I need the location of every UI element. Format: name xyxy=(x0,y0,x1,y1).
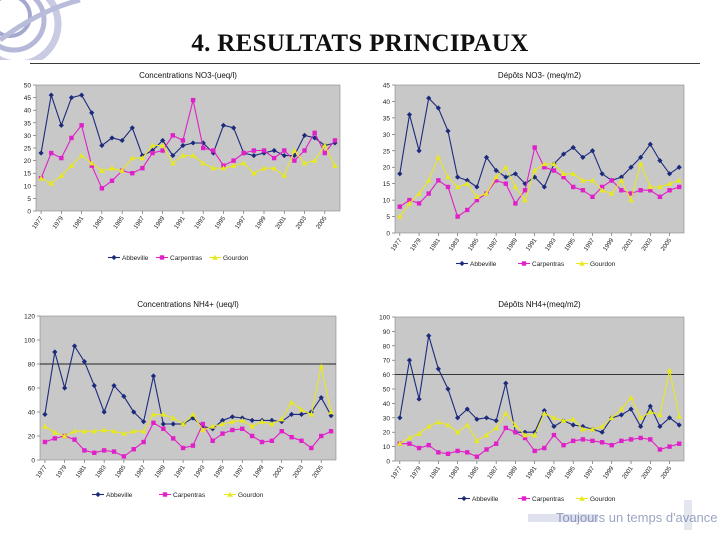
data-point-carpentras xyxy=(319,434,323,438)
x-tick-label: 2003 xyxy=(291,464,306,480)
chart-no3-deposits xyxy=(360,66,702,284)
x-tick-label: 1977 xyxy=(31,215,45,231)
data-point-carpentras xyxy=(242,151,246,155)
y-tick-label: 20 xyxy=(27,433,35,441)
data-point-carpentras xyxy=(590,439,594,443)
x-tick-label: 2003 xyxy=(640,237,654,253)
data-point-carpentras xyxy=(260,440,264,444)
data-point-carpentras xyxy=(677,442,681,446)
data-point-carpentras xyxy=(240,427,244,431)
x-tick-label: 1983 xyxy=(447,237,462,253)
data-point-carpentras xyxy=(323,151,327,155)
data-point-carpentras xyxy=(110,179,114,183)
x-tick-label: 2005 xyxy=(659,237,674,253)
data-point-carpentras xyxy=(100,186,104,190)
data-point-carpentras xyxy=(181,446,185,450)
y-tick-label: 25 xyxy=(382,148,390,156)
x-tick-label: 1987 xyxy=(486,465,500,481)
x-tick-label: 1985 xyxy=(466,465,481,481)
x-tick-label: 1993 xyxy=(543,465,558,481)
legend-marker xyxy=(163,492,167,496)
data-point-carpentras xyxy=(69,136,73,140)
data-point-carpentras xyxy=(272,156,276,160)
x-tick-label: 1993 xyxy=(543,237,558,253)
data-point-carpentras xyxy=(532,145,536,149)
x-tick-label: 1985 xyxy=(112,215,126,231)
data-point-carpentras xyxy=(610,178,614,182)
data-point-carpentras xyxy=(122,454,126,458)
data-point-carpentras xyxy=(532,449,536,453)
data-point-carpentras xyxy=(292,158,296,162)
data-point-carpentras xyxy=(150,151,154,155)
data-point-carpentras xyxy=(132,447,136,451)
data-point-carpentras xyxy=(427,191,431,195)
y-tick-label: 35 xyxy=(382,115,390,123)
data-point-carpentras xyxy=(436,178,440,182)
x-tick-label: 1999 xyxy=(601,465,616,481)
x-tick-label: 1979 xyxy=(51,215,65,231)
y-tick-label: 50 xyxy=(23,82,31,90)
data-point-carpentras xyxy=(446,185,450,189)
data-point-carpentras xyxy=(231,158,235,162)
data-point-carpentras xyxy=(407,442,411,446)
y-tick-label: 100 xyxy=(24,337,35,345)
chart-no3-concentrations xyxy=(10,66,355,284)
y-tick-label: 0 xyxy=(386,230,390,238)
x-tick-label: 1983 xyxy=(94,464,108,480)
data-point-carpentras xyxy=(262,148,266,152)
chart-nh4-deposits xyxy=(360,293,702,515)
y-tick-label: 90 xyxy=(382,328,390,336)
data-point-carpentras xyxy=(171,133,175,137)
legend-label: Carpentras xyxy=(173,492,206,499)
legend-label: Gourdon xyxy=(590,496,616,503)
legend-label: Carpentras xyxy=(532,261,565,268)
data-point-carpentras xyxy=(677,185,681,189)
page-title: 4. RESULTATS PRINCIPAUX xyxy=(191,30,529,57)
x-tick-label: 1985 xyxy=(466,237,481,253)
y-tick-label: 0 xyxy=(27,208,31,216)
data-point-carpentras xyxy=(465,208,469,212)
data-point-carpentras xyxy=(658,195,662,199)
y-tick-label: 60 xyxy=(27,385,35,393)
data-point-carpentras xyxy=(446,452,450,456)
data-point-carpentras xyxy=(455,214,459,218)
x-tick-label: 1999 xyxy=(601,237,616,253)
x-tick-label: 2003 xyxy=(640,465,654,481)
data-point-carpentras xyxy=(571,185,575,189)
legend-marker xyxy=(160,255,164,259)
legend-marker xyxy=(522,261,526,265)
x-tick-label: 1999 xyxy=(252,464,266,480)
y-tick-label: 50 xyxy=(382,386,390,394)
x-tick-label: 1995 xyxy=(563,465,577,481)
x-tick-label: 1997 xyxy=(582,465,597,481)
data-point-carpentras xyxy=(201,146,205,150)
x-tick-label: 1977 xyxy=(389,237,404,253)
y-tick-label: 40 xyxy=(23,107,31,115)
legend-label: Abbeville xyxy=(470,261,497,268)
data-point-carpentras xyxy=(552,168,556,172)
x-tick-label: 1983 xyxy=(447,465,462,481)
chart-nh4-concentrations xyxy=(10,293,355,515)
y-tick-label: 45 xyxy=(23,95,31,103)
data-point-carpentras xyxy=(280,429,284,433)
y-tick-label: 40 xyxy=(382,400,390,408)
x-tick-label: 1987 xyxy=(132,215,147,231)
y-tick-label: 30 xyxy=(382,415,390,423)
y-tick-label: 0 xyxy=(386,458,390,466)
x-tick-label: 2001 xyxy=(621,465,635,481)
data-point-carpentras xyxy=(161,427,165,431)
x-tick-label: 1981 xyxy=(71,215,86,231)
x-tick-label: 1997 xyxy=(233,215,248,231)
data-point-carpentras xyxy=(312,131,316,135)
x-tick-label: 1989 xyxy=(153,464,167,480)
data-point-carpentras xyxy=(329,429,333,433)
data-point-carpentras xyxy=(484,447,488,451)
chart-svg xyxy=(10,293,355,515)
data-point-carpentras xyxy=(658,447,662,451)
data-point-carpentras xyxy=(309,446,313,450)
data-point-carpentras xyxy=(59,156,63,160)
data-point-carpentras xyxy=(667,188,671,192)
chart-title: Concentrations NO3-(ueq/l) xyxy=(139,71,237,80)
x-tick-label: 2005 xyxy=(314,215,329,231)
y-tick-label: 30 xyxy=(23,132,31,140)
legend-label: Gourdon xyxy=(590,261,616,268)
legend-marker xyxy=(111,255,116,260)
data-point-carpentras xyxy=(436,450,440,454)
legend-label: Abbeville xyxy=(106,492,133,499)
x-tick-label: 1979 xyxy=(54,464,69,480)
data-point-carpentras xyxy=(629,437,633,441)
legend-marker xyxy=(461,496,466,501)
y-tick-label: 10 xyxy=(23,183,31,191)
y-tick-label: 25 xyxy=(23,145,31,153)
data-point-carpentras xyxy=(112,449,116,453)
data-point-carpentras xyxy=(270,439,274,443)
x-tick-label: 1985 xyxy=(113,464,128,480)
data-point-carpentras xyxy=(252,148,256,152)
data-point-carpentras xyxy=(181,138,185,142)
chart-title: Dépôts NH4+(meq/m2) xyxy=(498,300,581,309)
data-point-carpentras xyxy=(49,151,53,155)
y-tick-label: 70 xyxy=(382,357,390,365)
legend-marker xyxy=(95,492,100,497)
data-point-carpentras xyxy=(619,188,623,192)
legend-marker xyxy=(459,261,464,266)
x-tick-label: 1977 xyxy=(34,464,49,480)
y-tick-label: 45 xyxy=(382,82,390,90)
y-tick-label: 20 xyxy=(23,158,31,166)
legend-label: Gourdon xyxy=(238,492,264,499)
y-tick-label: 30 xyxy=(382,131,390,139)
x-tick-label: 1983 xyxy=(91,215,106,231)
data-point-carpentras xyxy=(638,436,642,440)
data-point-carpentras xyxy=(210,439,214,443)
x-tick-label: 2001 xyxy=(621,237,635,253)
legend-label: Carpentras xyxy=(170,255,203,262)
data-point-carpentras xyxy=(542,446,546,450)
x-tick-label: 2005 xyxy=(311,464,325,480)
y-tick-label: 5 xyxy=(386,214,390,222)
data-point-carpentras xyxy=(455,449,459,453)
data-point-carpentras xyxy=(230,428,234,432)
x-tick-label: 1979 xyxy=(409,237,423,253)
data-point-carpentras xyxy=(600,440,604,444)
y-tick-label: 10 xyxy=(382,444,390,452)
data-point-carpentras xyxy=(72,437,76,441)
x-tick-label: 1989 xyxy=(505,465,520,481)
y-tick-label: 5 xyxy=(27,195,31,203)
data-point-carpentras xyxy=(465,450,469,454)
data-point-carpentras xyxy=(82,448,86,452)
chart-svg xyxy=(360,293,702,515)
x-tick-label: 1991 xyxy=(524,237,539,253)
footer-tagline: Toujours un temps d'avance xyxy=(556,510,718,525)
x-tick-label: 1989 xyxy=(505,237,520,253)
data-point-carpentras xyxy=(417,446,421,450)
x-tick-label: 1993 xyxy=(193,215,207,231)
x-tick-label: 1995 xyxy=(212,464,227,480)
chart-svg xyxy=(360,66,702,284)
data-point-carpentras xyxy=(417,201,421,205)
data-point-carpentras xyxy=(191,443,195,447)
data-point-carpentras xyxy=(140,166,144,170)
data-point-carpentras xyxy=(610,443,614,447)
data-point-carpentras xyxy=(561,443,565,447)
data-point-carpentras xyxy=(299,439,303,443)
data-point-carpentras xyxy=(648,437,652,441)
x-tick-label: 1987 xyxy=(486,237,500,253)
chart-title: Concentrations NH4+ (ueq/l) xyxy=(137,300,239,309)
y-tick-label: 120 xyxy=(24,313,35,321)
x-tick-label: 1997 xyxy=(582,237,597,253)
data-point-carpentras xyxy=(581,188,585,192)
legend-label: Abbeville xyxy=(122,255,149,262)
y-tick-label: 15 xyxy=(382,181,390,189)
x-tick-label: 1991 xyxy=(524,465,539,481)
data-point-carpentras xyxy=(302,148,306,152)
data-point-carpentras xyxy=(79,123,83,127)
x-tick-label: 1995 xyxy=(563,237,577,253)
y-tick-label: 60 xyxy=(382,372,390,380)
x-tick-label: 1991 xyxy=(172,215,187,231)
data-point-carpentras xyxy=(619,439,623,443)
x-tick-label: 2005 xyxy=(659,465,674,481)
data-point-carpentras xyxy=(141,440,145,444)
y-tick-label: 10 xyxy=(382,197,390,205)
data-point-carpentras xyxy=(333,138,337,142)
data-point-carpentras xyxy=(250,434,254,438)
legend-label: Carpentras xyxy=(532,496,565,503)
x-tick-label: 1995 xyxy=(213,215,228,231)
x-tick-label: 2001 xyxy=(274,215,288,231)
x-tick-label: 2003 xyxy=(294,215,309,231)
data-point-carpentras xyxy=(130,171,134,175)
x-tick-label: 1977 xyxy=(389,465,404,481)
x-tick-label: 1981 xyxy=(74,464,89,480)
data-point-carpentras xyxy=(494,442,498,446)
chart-svg xyxy=(10,66,355,284)
data-point-carpentras xyxy=(513,201,517,205)
data-point-carpentras xyxy=(427,443,431,447)
data-point-carpentras xyxy=(151,421,155,425)
x-tick-label: 1993 xyxy=(192,464,207,480)
data-point-carpentras xyxy=(191,98,195,102)
data-point-carpentras xyxy=(504,426,508,430)
x-tick-label: 2001 xyxy=(271,464,286,480)
data-point-carpentras xyxy=(571,439,575,443)
y-tick-label: 80 xyxy=(27,361,35,369)
y-tick-label: 15 xyxy=(23,170,31,178)
x-tick-label: 1981 xyxy=(428,237,442,253)
legend-label: Gourdon xyxy=(223,255,249,262)
data-point-carpentras xyxy=(398,204,402,208)
data-point-carpentras xyxy=(513,430,517,434)
data-point-carpentras xyxy=(523,188,527,192)
data-point-carpentras xyxy=(201,422,205,426)
y-tick-label: 80 xyxy=(382,343,390,351)
data-point-carpentras xyxy=(475,454,479,458)
y-tick-label: 100 xyxy=(379,314,390,322)
data-point-carpentras xyxy=(171,436,175,440)
x-tick-label: 1997 xyxy=(232,464,246,480)
data-point-carpentras xyxy=(504,181,508,185)
data-point-carpentras xyxy=(581,437,585,441)
x-tick-label: 1981 xyxy=(428,465,442,481)
x-tick-label: 1991 xyxy=(173,464,187,480)
y-tick-label: 40 xyxy=(27,409,35,417)
y-tick-label: 20 xyxy=(382,164,390,172)
y-tick-label: 0 xyxy=(31,457,35,465)
data-point-carpentras xyxy=(92,451,96,455)
chart-title: Dépôts NO3- (meq/m2) xyxy=(497,71,582,80)
data-point-carpentras xyxy=(289,435,293,439)
y-tick-label: 40 xyxy=(382,98,390,106)
data-point-carpentras xyxy=(220,431,224,435)
y-tick-label: 20 xyxy=(382,429,390,437)
x-tick-label: 1999 xyxy=(254,215,268,231)
data-point-carpentras xyxy=(211,148,215,152)
x-tick-label: 1989 xyxy=(152,215,167,231)
data-point-carpentras xyxy=(552,433,556,437)
legend-label: Abbeville xyxy=(472,496,499,503)
data-point-carpentras xyxy=(590,195,594,199)
x-tick-label: 1987 xyxy=(133,464,148,480)
title-underline xyxy=(30,63,700,64)
data-point-carpentras xyxy=(667,444,671,448)
data-point-carpentras xyxy=(53,436,57,440)
data-point-carpentras xyxy=(638,188,642,192)
data-point-carpentras xyxy=(282,148,286,152)
x-tick-label: 1979 xyxy=(409,465,423,481)
data-point-carpentras xyxy=(102,448,106,452)
data-point-carpentras xyxy=(43,440,47,444)
y-tick-label: 35 xyxy=(23,120,31,128)
